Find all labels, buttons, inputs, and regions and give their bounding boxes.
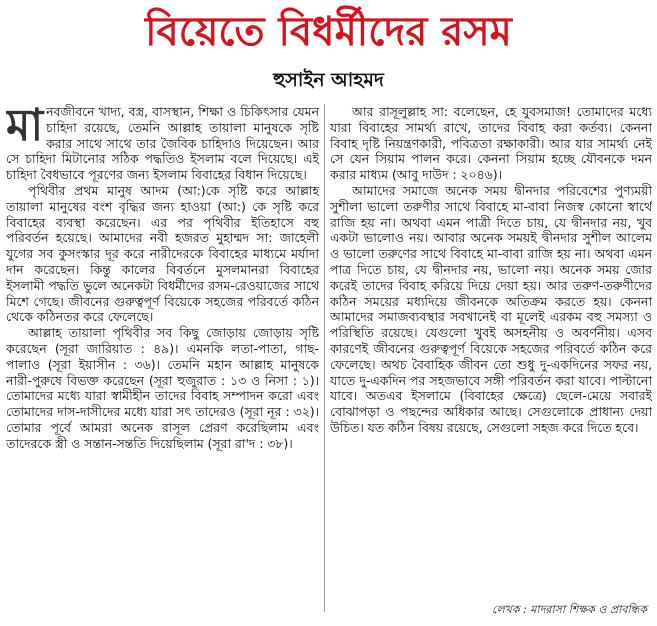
- article-column-right: [330, 104, 652, 612]
- article-paragraph: আমাদের সমাজে অনেক সময় দ্বীনদার পরিবেশের পুণ্যময়ী সুশীলা ভালো তরুণীর সাথে বিবাহে মা-বাবা নিজস্ব কোনো স্বার্থে রাজি হয় না। অথবা এমন পাত্রী দিতে চায়, যে দ্বীনদার নয়, খুব একটা ভালোও নয়। আবার অনেক সময়ই দ্বীনদার সুশীল আলেম ও ভালো তরুণের সাথে বিবাহে মা-বাবা রাজি হয় না। অথবা এমন পাত্র দিতে চায়, যে দ্বীনদার নয়, ভালো নয়। অনেক সময় জোর করেই তাদের বিবাহ করিয়ে দিয়ে দেয়া হয়। আর তরুণ-তরুণীদের কঠিন সময়ের মধ্যদিয়ে জীবনকে অতিক্রম করতে হয়। কেননা আমাদের সমাজব্যবস্থার সবখানেই বা মূলেই এরকম বহু সমস্যা ও পরিস্থিতি রয়েছে। যেগুলো খুবই অসহনীয় ও অবর্ণনীয়। এসব কারণেই জীবনের গুরুত্বপূর্ণ বিয়েকে সহজের পরিবর্তে কঠিন করে ফেলেছে। অথচ বৈবাহিক জীবন তো শুধু দু-একদিনের সফর নয়, যাতে দু-একদিন পর সহজভাবে সঙ্গী পরিবর্তন করা যাবে। পাল্টানো যাবে। অতএব ইসলামে (বিবাহের ক্ষেত্রে) ছেলে-মেয়ে সবারই বোঝাপড়া ও পছন্দের অধিকার আছে। সেগুলোকে প্রাধান্য দেয়া উচিত। যত কঠিন বিষয় রয়েছে, সেগুলো সহজ করে দিতে হবে।: [330, 182, 652, 435]
- article-column-left: [6, 104, 319, 612]
- article-title: বিয়েতে বিধর্মীদের রসম: [145, 8, 512, 55]
- author-credit: লেখক : মাদরাসা শিক্ষক ও প্রাবন্ধিক: [492, 603, 647, 616]
- column-divider: [324, 104, 325, 612]
- article-paragraph: পৃথিবীর প্রথম মানুষ আদম (আ:)কে সৃষ্টি করে আল্লাহ তায়ালা মানুষের বংশ বৃদ্ধির জন্য হাওয়া (আ:) কে সৃষ্টি করে বিবাহের ব্যবস্থা করেছেন। এর পর পৃথিবীর ইতিহাসে বহু পরিবর্তন হয়েছে। আমাদের নবী হজরত মুহাম্মদ সা: জাহেলী যুগের সব কুসংস্কার দূর করে নারীদেরকে বিবাহের মাধ্যমে মর্যাদা দান করেছেন। কিন্তু কালের বিবর্তনে মুসলমানরা বিবাহের ইসলামী পদ্ধতি ভুলে অনেকটা বিধর্মীদের রসম-রেওয়াজের সাথে মিশে গেছে। জীবনের গুরুত্বপূর্ণ বিয়েকে সহজের পরিবর্তে কঠিন থেকে কঠিনতর করে ফেলেছে।: [6, 182, 319, 325]
- article-author: হুসাইন আহমদ: [273, 69, 384, 91]
- drop-cap: মা: [6, 104, 44, 151]
- article-paragraph: মানবজীবনে খাদ্য, বস্ত্র, বাসস্থান, শিক্ষা ও চিকিৎসার যেমন চাহিদা রয়েছে, তেমনি আল্লাহ তায়ালা মানুষকে সৃষ্টি করার সাথে সাথে তার জৈবিক চাহিদাও দিয়েছেন। আর সে চাহিদা মিটানোর সঠিক পদ্ধতিও ইসলাম বলে দিয়েছে। এই চাহিদা বৈধভাবে পূরণের জন্য ইসলাম বিবাহের বিধান দিয়েছে।: [6, 104, 319, 183]
- article-paragraph: আর রাসূলুল্লাহ সা: বলেছেন, হে যুবসমাজ! তোমাদের মধ্যে যারা বিবাহের সামর্থ্য রাখে, তাদের বিবাহ করা কর্তব্য। কেননা বিবাহ দৃষ্টি নিয়ন্ত্রণকারী, পবিত্রতা রক্ষাকারী। আর যার সামর্থ্য নেই সে যেন সিয়াম পালন করে। কেননা সিয়াম হচ্ছে যৌবনকে দমন করার মাধ্যম (আবু দাউদ : ২০৪৬)।: [330, 104, 652, 183]
- article-paragraph: আল্লাহ তায়ালা পৃথিবীর সব কিছু জোড়ায় জোড়ায় সৃষ্টি করেছেন (সূরা জারিয়াত : ৪৯)। এমনকি লতা-পাতা, গাছ-পালাও (সূরা ইয়াসীন : ৩৬)। তেমনি মহান আল্লাহ মানুষকে নারী-পুরুষে বিভক্ত করেছেন (সূরা হুজুরাত : ১৩ ও নিসা : ১)। তোমাদের মধ্যে যারা স্বামীহীন তাদের বিবাহ সম্পাদন করো এবং তোমাদের দাস-দাসীদের মধ্যে যারা সৎ তাদেরও (সূরা নূর : ৩২)। তোমার পূর্বে আমরা অনেক রাসূল প্রেরণ করেছিলাম এবং তাদেরকে স্ত্রী ও সন্তান-সন্ততি দিয়েছিলাম (সূরা রা'দ : ৩৮)।: [6, 325, 319, 451]
